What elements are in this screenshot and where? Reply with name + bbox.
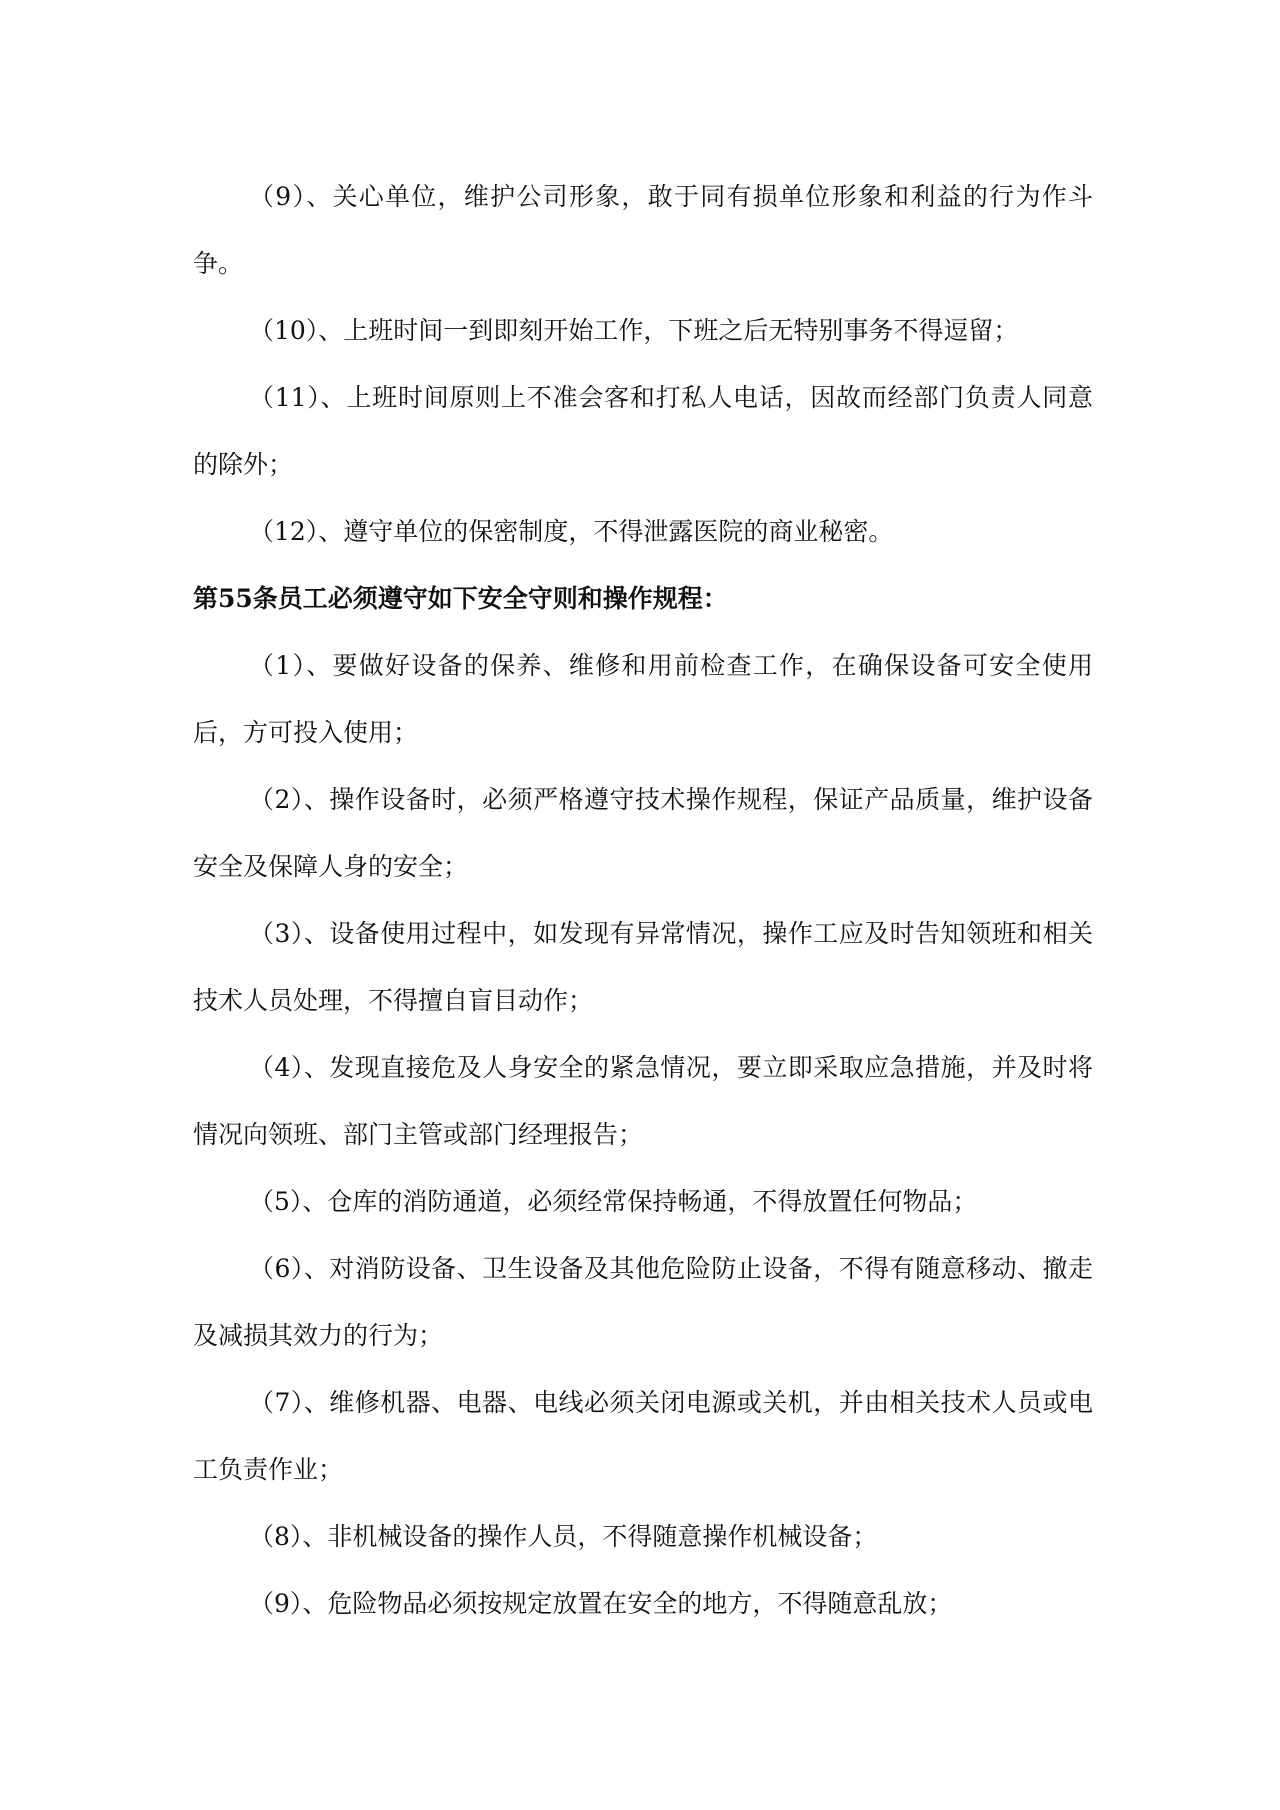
paragraph-item-12-confidentiality: （12）、遵守单位的保密制度，不得泄露医院的商业秘密。	[249, 517, 894, 546]
section-heading-article-55: 第55条员工必须遵守如下安全守则和操作规程：	[193, 584, 728, 613]
paragraph-item-9-care: （9）、关心单位，维护公司形象，敢于同有损单位形象和利益的行为作斗争。	[193, 182, 1093, 278]
paragraph-safety-5: （5）、仓库的消防通道，必须经常保持畅通，不得放置任何物品；	[249, 1187, 978, 1216]
paragraph-safety-3: （3）、设备使用过程中，如发现有异常情况，操作工应及时告知领班和相关技术人员处理，不得擅自盲目动作；	[193, 919, 1093, 1015]
paragraph-safety-9: （9）、危险物品必须按规定放置在安全的地方，不得随意乱放；	[249, 1589, 953, 1618]
paragraph-safety-7: （7）、维修机器、电器、电线必须关闭电源或关机，并由相关技术人员或电工负责作业；	[193, 1388, 1093, 1484]
paragraph-item-10-work-hours: （10）、上班时间一到即刻开始工作，下班之后无特别事务不得逗留；	[249, 316, 1019, 345]
paragraph-safety-6: （6）、对消防设备、卫生设备及其他危险防止设备，不得有随意移动、撤走及减损其效力的行为；	[193, 1254, 1093, 1350]
paragraph-safety-8: （8）、非机械设备的操作人员，不得随意操作机械设备；	[249, 1522, 878, 1551]
paragraph-safety-4: （4）、发现直接危及人身安全的紧急情况，要立即采取应急措施，并及时将情况向领班、部门主管或部门经理报告；	[193, 1053, 1093, 1149]
paragraph-safety-2: （2）、操作设备时，必须严格遵守技术操作规程，保证产品质量，维护设备安全及保障人身的安全；	[193, 785, 1093, 881]
document-body	[193, 163, 1093, 1637]
paragraph-item-11-visitors: （11）、上班时间原则上不准会客和打私人电话，因故而经部门负责人同意的除外；	[193, 383, 1093, 479]
paragraph-safety-1: （1）、要做好设备的保养、维修和用前检查工作，在确保设备可安全使用后，方可投入使用；	[193, 651, 1093, 747]
